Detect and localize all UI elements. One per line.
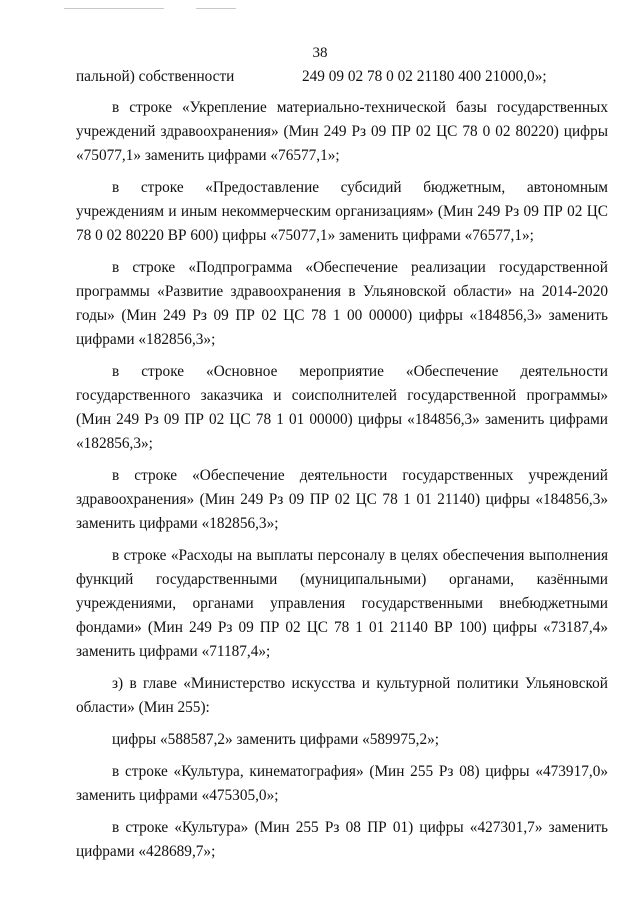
paragraph: в строке «Укрепление материально-технической базы государственных учреждений здравоохранения» (Мин 249 Рз 09 ПР 02 ЦС 78 0 02 80220) цифры «75077,1» заменить цифрами «76577,1»; — [76, 99, 608, 164]
continued-line — [76, 67, 608, 87]
paragraph: в строке «Культура, кинематография» (Мин 255 Рз 08) цифры «473917,0» заменить цифрами «475305,0»; — [76, 763, 608, 804]
document-body — [76, 96, 608, 872]
continued-line-code: 249 09 02 78 0 02 21180 400 21000,0»; — [302, 68, 547, 85]
paragraph: з) в главе «Министерство искусства и культурной политики Ульяновской области» (Мин 255): — [76, 675, 608, 716]
paragraph: в строке «Подпрограмма «Обеспечение реализации государственной программы «Развитие здравоохранения в Ульяновской области» на 2014-2020 годы» (Мин 249 Рз 09 ПР 02 ЦС 78 1 00 00000) цифры «184856,3» заменить цифрами «182856,3»; — [76, 259, 608, 348]
scan-artifact — [64, 8, 164, 9]
page-number: 38 — [312, 45, 328, 61]
paragraph: в строке «Расходы на выплаты персоналу в целях обеспечения выполнения функций государственными (муниципальными) органами, казёнными учреждениями, органами управления государственными внебюджетными фондами» (Мин 249 Рз 09 ПР 02 ЦС 78 1 01 21140 ВР 100) цифры «73187,4» заменить цифрами «71187,4»; — [76, 547, 608, 660]
continued-line-text: пальной) собственности — [76, 68, 235, 85]
scan-artifact — [196, 8, 236, 9]
paragraph: в строке «Обеспечение деятельности государственных учреждений здравоохранения» (Мин 249 Рз 09 ПР 02 ЦС 78 1 01 21140) цифры «184856,3» заменить цифрами «182856,3»; — [76, 467, 608, 532]
paragraph: в строке «Культура» (Мин 255 Рз 08 ПР 01) цифры «427301,7» заменить цифрами «428689,7»; — [76, 819, 608, 860]
paragraph: в строке «Основное мероприятие «Обеспечение деятельности государственного заказчика и соисполнителей государственной программы» (Мин 249 Рз 09 ПР 02 ЦС 78 1 01 00000) цифры «184856,3» заменить цифрами «182856,3»; — [76, 363, 608, 452]
paragraph: цифры «588587,2» заменить цифрами «589975,2»; — [112, 731, 440, 748]
paragraph: в строке «Предоставление субсидий бюджетным, автономным учреждениям и иным некоммерческим организациям» (Мин 249 Рз 09 ПР 02 ЦС 78 0 02 80220 ВР 600) цифры «75077,1» заменить цифрами «76577,1»; — [76, 179, 608, 244]
